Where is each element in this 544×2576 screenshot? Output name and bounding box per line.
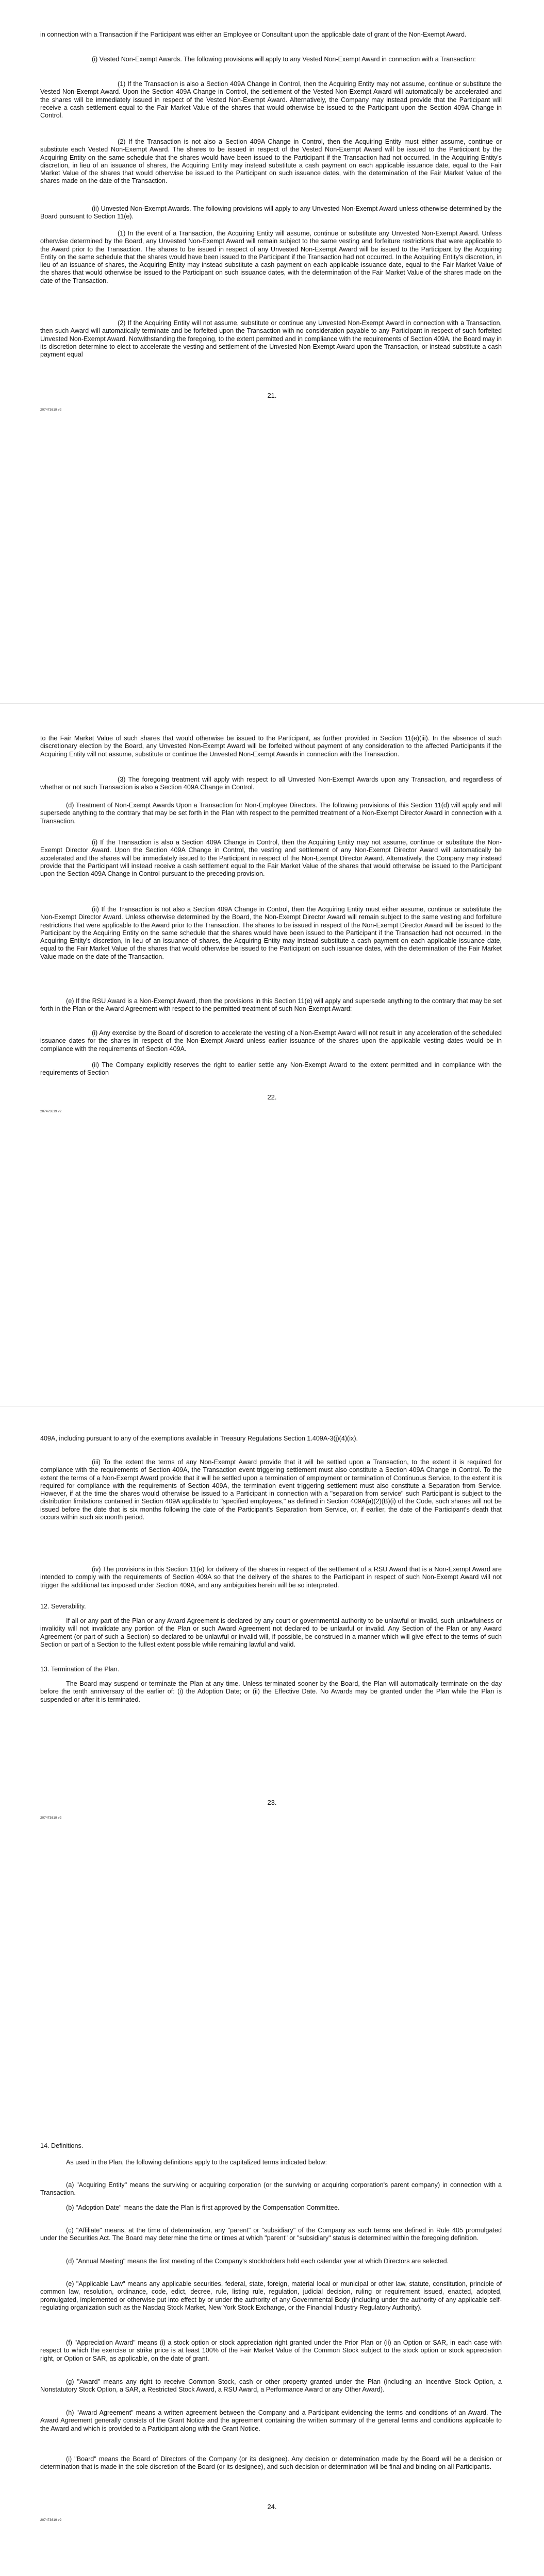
paragraph: As used in the Plan, the following definitions apply to the capitalized terms indicated below: xyxy=(66,2159,327,2166)
document-page-22 xyxy=(0,704,544,1406)
paragraph: (1) If the Transaction is also a Section 409A Change in Control, then the Acquiring Entity may not assume, continue or substitute the Vested Non-Exempt Award. Upon the Section 409A Change in Control, the settlement of the Vested Non-Exempt Award will automatically be accelerated and the shares will be immediately issued in respect of the Vested Non-Exempt Award. Alternatively, the Company may instead provide that the Participant will receive a cash settlement equal to the Fair Market Value of the shares that would otherwise be issued to the Participant upon the Section 409A Change in Control. xyxy=(40,80,502,120)
paragraph: (3) The foregoing treatment will apply with respect to all Unvested Non-Exempt Awards upon any Transaction, and regardless of whether or not such Transaction is also a Section 409A Change in Control. xyxy=(40,776,502,791)
paragraph: (iii) To the extent the terms of any Non-Exempt Award provide that it will be settled upon a Transaction, to the extent it is required for compliance with the requirements of Section 409A, the Transaction event triggering settlement must also constitute a Section 409A Change in Control. To the extent the terms of a Non-Exempt Award provide that it will be settled upon a termination of employment or termination of Continuous Service, to the extent it is required for compliance with the requirements of Section 409A, the termination event triggering settlement must also constitute a Separation from Service. However, if at the time the shares would otherwise be issued to a Participant in connection with a "separation from service" such Participant is subject to the distribution limitations contained in Section 409A applicable to "specified employees," as defined in Section 409A(a)(2)(B)(i) of the Code, such shares will not be issued before the date that is six months following the date of the Participant's Separation from Service, or, if earlier, the date of the Participant's death that occurs within such six month period. xyxy=(40,1459,502,1521)
paragraph: (i) Any exercise by the Board of discretion to accelerate the vesting of a Non-Exempt Award will not result in any acceleration of the scheduled issuance dates for the shares in respect of the Non-Exempt Award unless earlier issuance of the shares upon the applicable vesting dates would be in compliance with the requirements of Section 409A. xyxy=(40,1029,502,1053)
document-id: 207473619 v2 xyxy=(40,1816,62,1820)
paragraph: (d) Treatment of Non-Exempt Awards Upon a Transaction for Non-Employee Directors. The following provisions of this Section 11(d) will apply and will supersede anything to the contrary that may be set forth in the Plan with respect to the permitted treatment of a Non-Exempt Director Award in connection with a Transaction. xyxy=(40,802,502,825)
page-number: 24. xyxy=(267,2503,277,2511)
paragraph: 409A, including pursuant to any of the exemptions available in Treasury Regulations Section 1.409A-3(j)(4)(ix). xyxy=(40,1435,358,1442)
document-page-23 xyxy=(0,1407,544,2110)
definition-item: (c) "Affiliate" means, at the time of determination, any "parent" or "subsidiary" of the Company as such terms are defined in Rule 405 promulgated under the Securities Act. The Board may determine the time or times at which "parent" or "subsidiary" status is determined within the foregoing definition. xyxy=(40,2227,502,2242)
document-id: 207473619 v2 xyxy=(40,1110,62,1113)
section-heading-severability: 12. Severability. xyxy=(40,1603,86,1610)
definition-item: (g) "Award" means any right to receive Common Stock, cash or other property granted under the Plan (including an Incentive Stock Option, a Nonstatutory Stock Option, a SAR, a Restricted Stock Award, a RSU Award, a Performance Award or any Other Award). xyxy=(40,2378,502,2394)
page-number: 23. xyxy=(267,1799,277,1806)
paragraph: (ii) The Company explicitly reserves the right to earlier settle any Non-Exempt Award to the extent permitted and in compliance with the requirements of Section xyxy=(40,1061,502,1077)
document-id: 207473619 v2 xyxy=(40,2518,62,2522)
definition-item: (f) "Appreciation Award" means (i) a stock option or stock appreciation right granted under the Prior Plan or (ii) an Option or SAR, in each case with respect to which the exercise or strike price is at least 100% of the Fair Market Value of the Common Stock subject to the stock option or stock appreciation right, or Option or SAR, as applicable, on the date of grant. xyxy=(40,2339,502,2362)
document-id: 207473619 v2 xyxy=(40,408,62,412)
paragraph: (2) If the Transaction is not also a Section 409A Change in Control, then the Acquiring Entity must either assume, continue or substitute each Vested Non-Exempt Award. The shares to be issued in respect of the Vested Non-Exempt Award will be issued to the Participant by the Acquiring Entity on the same schedule that the shares would have been issued to the Participant if the Transaction had not occurred. In the Acquiring Entity's discretion, in lieu of an issuance of shares, the Acquiring Entity may instead substitute a cash payment on each applicable issuance date, equal to the Fair Market Value of the shares that would otherwise be issued to the Participant on such issuance dates, with the determination of the Fair Market Value of the shares made on the date of the Transaction. xyxy=(40,138,502,185)
paragraph: The Board may suspend or terminate the Plan at any time. Unless terminated sooner by the Board, the Plan will automatically terminate on the day before the tenth anniversary of the earlier of: (i) the Adoption Date; or (ii) the Effective Date. No Awards may be granted under the Plan while the Plan is suspended or after it is terminated. xyxy=(40,1680,502,1703)
paragraph: (i) If the Transaction is also a Section 409A Change in Control, then the Acquiring Entity may not assume, continue or substitute the Non-Exempt Director Award. Upon the Section 409A Change in Control, the vesting and settlement of any Non-Exempt Director Award will automatically be accelerated and the shares will be immediately issued to the Participant in respect of the Non-Exempt Director Award. Alternatively, the Company may instead provide that the Participant will instead receive a cash settlement equal to the Fair Market Value of the shares that would otherwise be issued to the Participant upon the Section 409A Change in Control pursuant to the preceding provision. xyxy=(40,839,502,878)
definition-item: (a) "Acquiring Entity" means the surviving or acquiring corporation (or the surviving or acquiring corporation's parent company) in connection with a Transaction. xyxy=(40,2181,502,2197)
paragraph: to the Fair Market Value of such shares that would otherwise be issued to the Participant, as further provided in Section 11(e)(iii). In the absence of such discretionary election by the Board, any Unvested Non-Exempt Award will be forfeited without payment of any consideration to the affected Participants if the Acquiring Entity will not assume, substitute or continue the Unvested Non-Exempt Awards in connection with the Transaction. xyxy=(40,735,502,758)
paragraph: (e) If the RSU Award is a Non-Exempt Award, then the provisions in this Section 11(e) will apply and supersede anything to the contrary that may be set forth in the Plan or the Award Agreement with respect to the permitted treatment of such Non-Exempt Award: xyxy=(40,997,502,1013)
section-heading-definitions: 14. Definitions. xyxy=(40,2142,84,2149)
paragraph: If all or any part of the Plan or any Award Agreement is declared by any court or governmental authority to be unlawful or invalid, such unlawfulness or invalidity will not invalidate any portion of the Plan or such Award Agreement not declared to be unlawful or invalid. Any Section of the Plan or any Award Agreement (or part of such a Section) so declared to be unlawful or invalid will, if possible, be construed in a manner which will give effect to the terms of such Section or part of a Section to the fullest extent possible while remaining lawful and valid. xyxy=(40,1617,502,1648)
definition-item: (d) "Annual Meeting" means the first meeting of the Company's stockholders held each calendar year at which Directors are selected. xyxy=(66,2258,449,2265)
definition-item: (b) "Adoption Date" means the date the Plan is first approved by the Compensation Committee. xyxy=(66,2204,340,2211)
paragraph: (ii) If the Transaction is not also a Section 409A Change in Control, then the Acquiring Entity must either assume, continue or substitute the Non-Exempt Director Award. Unless otherwise determined by the Board, the Non-Exempt Director Award will remain subject to the same vesting and forfeiture restrictions that were applicable to the Award prior to the Transaction. The shares to be issued in respect of the Non-Exempt Director Award will be issued to the Participant by the Acquiring Entity on the same schedule that the shares would have been issued to the Participant if the Transaction had not occurred. In the Acquiring Entity's discretion, in lieu of an issuance of shares, the Acquiring Entity may instead substitute a cash payment on each applicable issuance date, equal to the Fair Market Value of the shares that would otherwise be issued to the Participant on such issuance dates, with the determination of the Fair Market Value made on the date of the Transaction. xyxy=(40,906,502,960)
paragraph: (2) If the Acquiring Entity will not assume, substitute or continue any Unvested Non-Exempt Award in connection with a Transaction, then such Award will automatically terminate and be forfeited upon the Transaction with no consideration payable to any Participant in respect of such forfeited Unvested Non-Exempt Award. Notwithstanding the foregoing, to the extent permitted and in compliance with the requirements of Section 409A, the Board may in its discretion determine to elect to accelerate the vesting and settlement of the Unvested Non-Exempt Award upon the Transaction, or instead substitute a cash payment equal xyxy=(40,319,502,359)
definition-item: (i) "Board" means the Board of Directors of the Company (or its designee). Any decision or determination made by the Board will be a decision or determination that is made in the sole discretion of the Board (or its designee), and such decision or determination will be final and binding on all Participants. xyxy=(40,2455,502,2471)
document-page-24 xyxy=(0,2110,544,2576)
paragraph: (i) Vested Non-Exempt Awards. The following provisions will apply to any Vested Non-Exempt Award in connection with a Transaction: xyxy=(92,56,476,63)
page-number: 22. xyxy=(267,1093,277,1101)
definition-item: (h) "Award Agreement" means a written agreement between the Company and a Participant evidencing the terms and conditions of an Award. The Award Agreement generally consists of the Grant Notice and the agreement containing the written summary of the general terms and conditions applicable to the Award and which is provided to a Participant along with the Grant Notice. xyxy=(40,2409,502,2432)
page-number: 21. xyxy=(267,392,277,399)
paragraph: (1) In the event of a Transaction, the Acquiring Entity will assume, continue or substitute any Unvested Non-Exempt Award. Unless otherwise determined by the Board, any Unvested Non-Exempt Award will remain subject to the same vesting and forfeiture restrictions that were applicable to the Award prior to the Transaction. The shares to be issued in respect of any Unvested Non-Exempt Award will be issued to the Participant by the Acquiring Entity on the same schedule that the shares would have been issued to the Participant if the Transaction had not occurred. In the Acquiring Entity's discretion, in lieu of an issuance of shares, the Acquiring Entity may instead substitute a cash payment on each applicable issuance date, equal to the Fair Market Value of the shares that would otherwise be issued to the Participant on such issuance dates, with the determination of the Fair Market Value of the shares made on the date of the Transaction. xyxy=(40,230,502,284)
paragraph: (iv) The provisions in this Section 11(e) for delivery of the shares in respect of the settlement of a RSU Award that is a Non-Exempt Award are intended to comply with the requirements of Section 409A so that the delivery of the shares to the Participant in respect of such Non-Exempt Award will not trigger the additional tax imposed under Section 409A, and any ambiguities herein will be so interpreted. xyxy=(40,1566,502,1589)
paragraph: (ii) Unvested Non-Exempt Awards. The following provisions will apply to any Unvested Non-Exempt Award unless otherwise determined by the Board pursuant to Section 11(e). xyxy=(40,205,502,221)
paragraph: in connection with a Transaction if the Participant was either an Employee or Consultant upon the applicable date of grant of the Non-Exempt Award. xyxy=(40,31,467,38)
document-page-21 xyxy=(0,0,544,703)
definition-item: (e) "Applicable Law" means any applicable securities, federal, state, foreign, material local or municipal or other law, statute, constitution, principle of common law, resolution, ordinance, code, edict, decree, rule, listing rule, regulation, judicial decision, ruling or requirement issued, enacted, adopted, promulgated, implemented or otherwise put into effect by or under the authority of any Governmental Body (including under the authority of any applicable self-regulating organization such as the Nasdaq Stock Market, New York Stock Exchange, or the Financial Industry Regulatory Authority). xyxy=(40,2280,502,2311)
section-heading-termination: 13. Termination of the Plan. xyxy=(40,1666,120,1673)
